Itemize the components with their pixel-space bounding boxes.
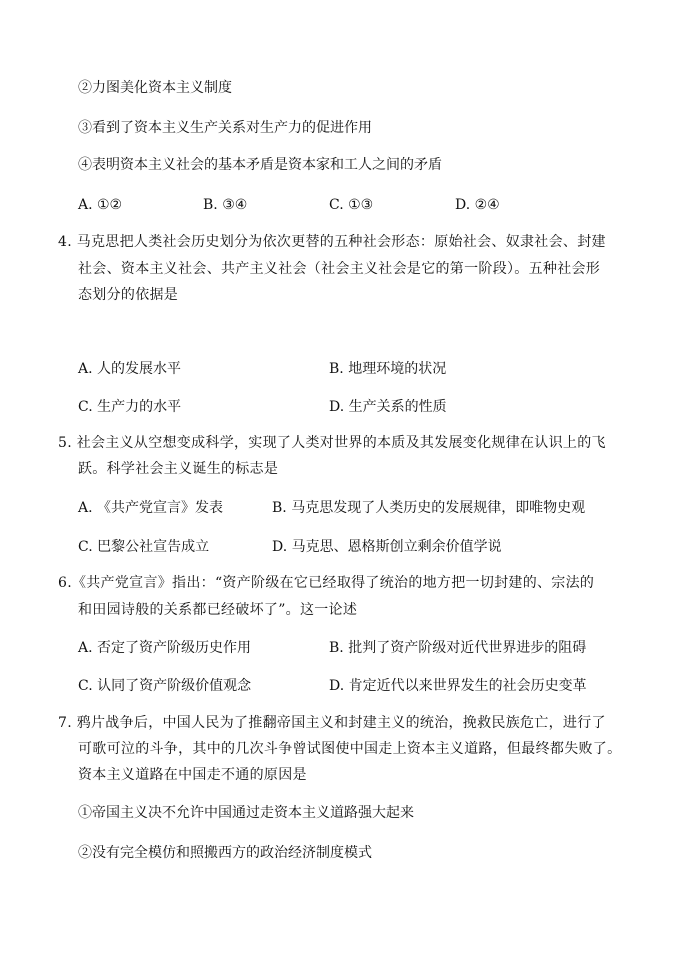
q4-option-d: D. 生产关系的性质	[329, 399, 447, 415]
q6-stem-line-2: 和田园诗般的关系都已经破坏了”。这一论述	[78, 602, 358, 618]
q5-option-a: A. 《共产党宣言》发表	[78, 500, 224, 516]
q3-option-d: D. ②④	[455, 197, 500, 213]
q6-option-b: B. 批判了资产阶级对近代世界进步的阻碍	[329, 640, 587, 656]
q6-option-a: A. 否定了资产阶级历史作用	[78, 640, 252, 656]
q5-stem-line-1: 5. 社会主义从空想变成科学，实现了人类对世界的本质及其发展变化规律在认识上的飞	[58, 435, 606, 451]
q3-item-4: ④表明资本主义社会的基本矛盾是资本家和工人之间的矛盾	[78, 157, 442, 173]
q5-option-c: C. 巴黎公社宣告成立	[78, 539, 210, 555]
q3-item-3: ③看到了资本主义生产关系对生产力的促进作用	[78, 120, 372, 136]
q5-option-d: D. 马克思、恩格斯创立剩余价值学说	[272, 539, 502, 555]
q4-option-b: B. 地理环境的状况	[329, 361, 447, 377]
q4-stem-line-1: 4. 马克思把人类社会历史划分为依次更替的五种社会形态：原始社会、奴隶社会、封建	[58, 234, 606, 250]
q3-item-2: ②力图美化资本主义制度	[78, 80, 232, 96]
q3-option-c: C. ①③	[329, 197, 374, 213]
q3-option-b: B. ③④	[203, 197, 248, 213]
q4-option-c: C. 生产力的水平	[78, 399, 182, 415]
q6-option-d: D. 肯定近代以来世界发生的社会历史变革	[329, 678, 587, 694]
q4-stem-line-2: 社会、资本主义社会、共产主义社会（社会主义社会是它的第一阶段）。五种社会形	[78, 261, 601, 277]
q7-stem-line-1: 7. 鸦片战争后，中国人民为了推翻帝国主义和封建主义的统治，挽救民族危亡，进行了	[58, 715, 606, 731]
q7-stem-line-2: 可歌可泣的斗争，其中的几次斗争曾试图使中国走上资本主义道路，但最终都失败了。	[78, 741, 622, 757]
q5-option-b: B. 马克思发现了人类历史的发展规律，即唯物史观	[272, 500, 586, 516]
q4-stem-line-3: 态划分的依据是	[78, 287, 179, 303]
q7-item-2: ②没有完全模仿和照搬西方的政治经济制度模式	[78, 845, 372, 861]
q4-option-a: A. 人的发展水平	[78, 361, 182, 377]
q7-stem-line-3: 资本主义道路在中国走不通的原因是	[78, 767, 307, 783]
q6-stem-line-1: 6.《共产党宣言》指出：“资产阶级在它已经取得了统治的地方把一切封建的、宗法的	[58, 575, 595, 591]
q3-option-a: A. ①②	[78, 197, 123, 213]
q7-item-1: ①帝国主义决不允许中国通过走资本主义道路强大起来	[78, 805, 414, 821]
q6-option-c: C. 认同了资产阶级价值观念	[78, 678, 252, 694]
q5-stem-line-2: 跃。科学社会主义诞生的标志是	[78, 461, 279, 477]
